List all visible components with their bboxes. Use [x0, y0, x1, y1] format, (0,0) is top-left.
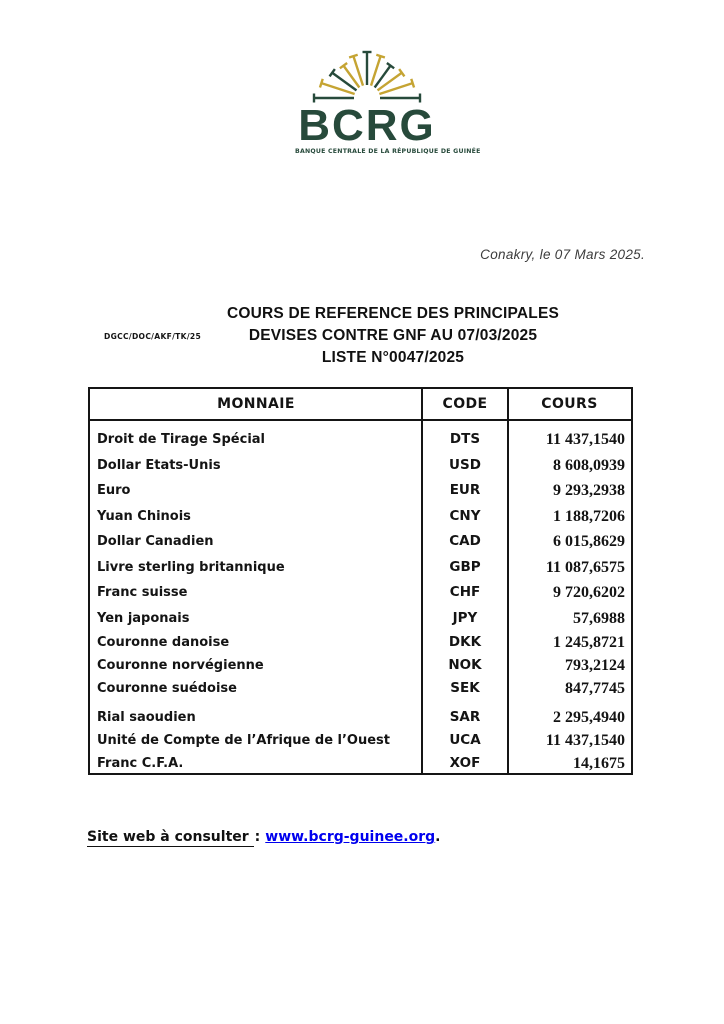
website-separator: : [254, 829, 261, 845]
table-row: Dollar Canadien CAD 6 015,8629 [97, 533, 625, 550]
header-code: CODE [442, 396, 488, 412]
website-period: . [435, 829, 441, 845]
column-divider [421, 389, 423, 773]
date-line: Conakry, le 07 Mars 2025. [480, 247, 645, 262]
table-row: Franc C.F.A. XOF 14,1675 [97, 754, 625, 772]
document-title [160, 303, 626, 369]
logo-rays-icon [301, 40, 433, 106]
exchange-rate-table [88, 387, 633, 775]
header-rate: COURS [541, 396, 598, 412]
reference-code: DGCC/DOC/AKF/TK/25 [104, 332, 202, 341]
table-row: Couronne norvégienne NOK 793,2124 [97, 657, 625, 675]
table-row: Euro EUR 9 293,2938 [97, 482, 625, 499]
table-header-row [90, 389, 631, 421]
title-line-3: LISTE N°0047/2025 [321, 349, 465, 366]
table-row: Couronne danoise DKK 1 245,8721 [97, 634, 625, 651]
table-row: Franc suisse CHF 9 720,6202 [97, 584, 625, 601]
table-body [90, 421, 631, 775]
title-line-2: DEVISES CONTRE GNF AU 07/03/2025 [248, 327, 538, 344]
table-row: Livre sterling britannique GBP 11 087,6575 [97, 558, 625, 576]
header-currency: MONNAIE [217, 396, 295, 412]
table-row: Rial saoudien SAR 2 295,4940 [97, 708, 625, 726]
logo-acronym: BCRG [298, 101, 436, 150]
table-row: Dollar Etats-Unis USD 8 608,0939 [97, 456, 625, 474]
title-line-1: COURS DE REFERENCE DES PRINCIPALES [226, 305, 560, 322]
table-row: Yuan Chinois CNY 1 188,7206 [97, 507, 625, 525]
website-footer [87, 829, 441, 847]
website-label: Site web à consulter [87, 829, 254, 847]
table-row: Unité de Compte de l’Afrique de l’Ouest UCA 11 437,1540 [97, 731, 625, 749]
logo-tagline: BANQUE CENTRALE DE LA RÉPUBLIQUE DE GUINÉE [295, 148, 481, 155]
table-row: Yen japonais JPY 57,6988 [97, 609, 625, 627]
bcrg-logo [295, 40, 481, 155]
table-row: Couronne suédoise SEK 847,7745 [97, 680, 625, 698]
column-divider [507, 389, 509, 773]
website-link[interactable]: www.bcrg-guinee.org [265, 829, 436, 845]
table-row: Droit de Tirage Spécial DTS 11 437,1540 [97, 431, 625, 448]
